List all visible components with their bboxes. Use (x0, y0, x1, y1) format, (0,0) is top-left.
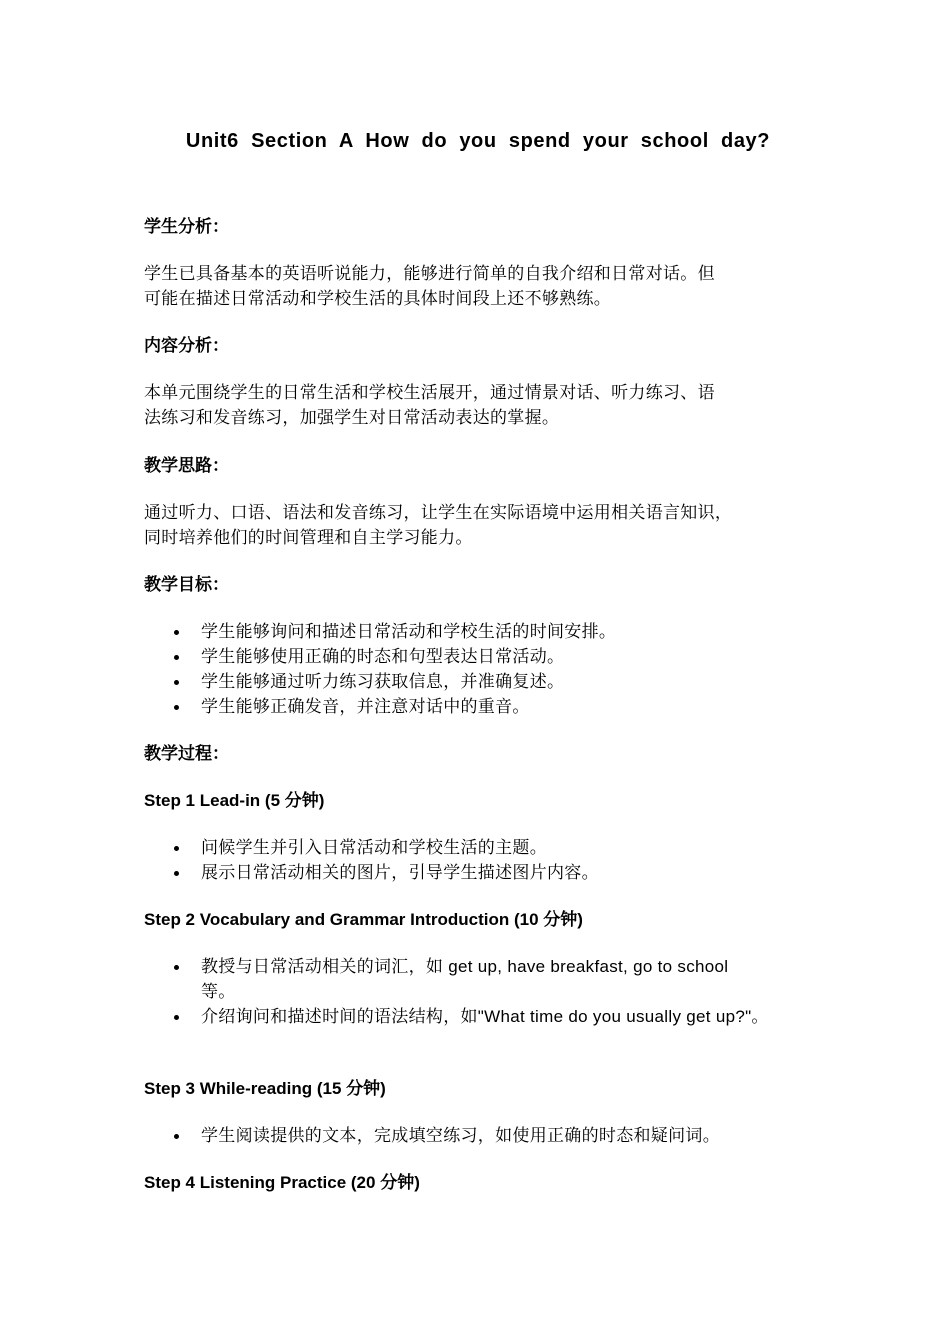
step-4-heading: Step 4 Listening Practice (20 分钟) (144, 1173, 420, 1192)
list-item: 介绍询问和描述时间的语法结构，如"What time do you usually get up?"。 (144, 1004, 812, 1029)
student-analysis-text (144, 261, 812, 311)
document-title: Unit6 Section A How do you spend your school day? (185, 130, 771, 152)
list-item: 学生阅读提供的文本，完成填空练习，如使用正确的时态和疑问词。 (144, 1123, 812, 1148)
bullet-icon (174, 630, 179, 635)
step-2-heading: Step 2 Vocabulary and Grammar Introduction (10 分钟) (144, 910, 583, 929)
list-item: 问候学生并引入日常活动和学校生活的主题。 (144, 835, 812, 860)
bullet-icon (174, 1015, 179, 1020)
bullet-icon (174, 846, 179, 851)
content-analysis-heading: 内容分析： (144, 336, 229, 355)
teaching-approach-text (144, 500, 812, 550)
bullet-icon (174, 655, 179, 660)
list-item: 学生能够询问和描述日常活动和学校生活的时间安排。 (144, 619, 812, 644)
teaching-approach-line-1: 通过听力、口语、语法和发音练习，让学生在实际语境中运用相关语言知识， (144, 503, 733, 522)
content-analysis-line-1: 本单元围绕学生的日常生活和学校生活展开，通过情景对话、听力练习、语 (144, 383, 715, 402)
teaching-approach-line-2: 同时培养他们的时间管理和自主学习能力。 (144, 528, 473, 547)
bullet-icon (174, 680, 179, 685)
step-3-heading: Step 3 While-reading (15 分钟) (144, 1079, 386, 1098)
student-analysis-line-1: 学生已具备基本的英语听说能力，能够进行简单的自我介绍和日常对话。但 (144, 264, 715, 283)
list-item: 学生能够通过听力练习获取信息，并准确复述。 (144, 669, 812, 694)
list-item: 学生能够正确发音，并注意对话中的重音。 (144, 694, 812, 719)
step-2-list (144, 954, 812, 1029)
step-1-list (144, 835, 812, 885)
student-analysis-heading: 学生分析： (144, 217, 229, 236)
step-3-list (144, 1123, 812, 1148)
content-analysis-line-2: 法练习和发音练习，加强学生对日常活动表达的掌握。 (144, 408, 560, 427)
bullet-icon (174, 1134, 179, 1139)
teaching-approach-heading: 教学思路： (144, 456, 229, 475)
student-analysis-line-2: 可能在描述日常活动和学校生活的具体时间段上还不够熟练。 (144, 289, 612, 308)
bullet-icon (174, 705, 179, 710)
teaching-process-heading: 教学过程： (144, 744, 229, 763)
list-item: 学生能够使用正确的时态和句型表达日常活动。 (144, 644, 812, 669)
teaching-goals-list (144, 619, 812, 719)
content-analysis-text (144, 380, 812, 430)
list-item: 展示日常活动相关的图片，引导学生描述图片内容。 (144, 860, 812, 885)
bullet-icon (174, 871, 179, 876)
list-item: 教授与日常活动相关的词汇，如 get up, have breakfast, go to school 等。 (144, 954, 812, 1004)
step-1-heading: Step 1 Lead-in (5 分钟) (144, 791, 325, 810)
bullet-icon (174, 965, 179, 970)
teaching-goals-heading: 教学目标： (144, 575, 229, 594)
